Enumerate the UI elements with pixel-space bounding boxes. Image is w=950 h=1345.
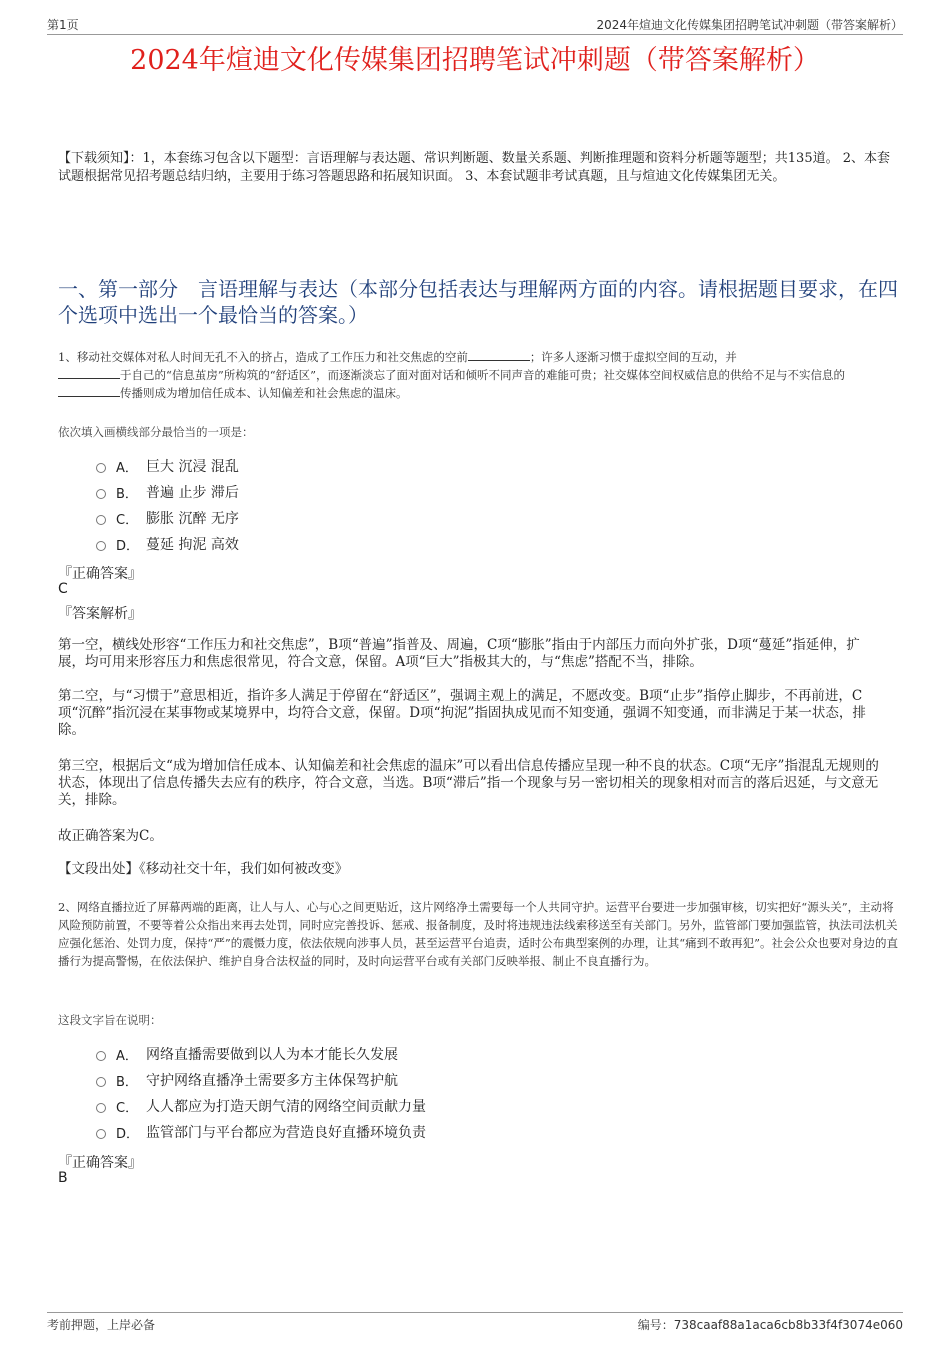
analysis-paragraph-2: 第二空，与“习惯于”意思相近，指许多人满足于停留在“舒适区”，强调主观上的满足，不愿改变。B项“止步”指停止脚步，不再前进，C项“沉醉”指沉浸在某事物或某境界中，均符合文意，保留。D项“拘泥”指固执成见而不知变通，强调不知变通，而非满足于某一状态，排除。: [58, 688, 866, 738]
question-1-text: 1、移动社交媒体对私人时间无孔不入的挤占，造成了工作压力和社交焦虑的空前 ；许多人逐渐习惯于虚拟空间的互动，并 于自己的“信息茧房”所构筑的“舒适区”，而逐渐淡忘了面对面对话和倾听不同声音的难能可贵；社交媒体空间权威信息的供给不足与不实信息的传播则成为增加信任成本、认知偏差和社会焦虑的温床。: [58, 350, 846, 400]
radio-icon[interactable]: [96, 463, 106, 473]
page-header: [47, 12, 903, 35]
option-b[interactable]: B． 守护网络直播净土需要多方主体保驾护航: [96, 1067, 426, 1093]
question-2-options: [96, 1041, 426, 1145]
download-notice: 【下载须知】：1，本套练习包含以下题型：言语理解与表达题、常识判断题、数量关系题、判断推理题和资料分析题等题型；共135道。 2、本套试题根据常见招考题总结归纳，主要用于练习答题思路和拓展知识面。 3、本套试题非考试真题，且与煊迪文化传媒集团无关。: [58, 151, 890, 184]
radio-icon[interactable]: [96, 489, 106, 499]
question-2-instruction: 这段文字旨在说明：: [58, 1013, 162, 1027]
radio-icon[interactable]: [96, 1077, 106, 1087]
correct-answer-label: 『正确答案』: [58, 566, 142, 582]
correct-answer-label: 『正确答案』: [58, 1155, 142, 1171]
page-number: 第1页: [47, 18, 79, 32]
document-id: 编号：738caaf88a1aca6cb8b33f4f3074e060: [637, 1318, 903, 1332]
option-c[interactable]: C． 膨胀 沉醉 无序: [96, 505, 239, 531]
header-doc-title: 2024年煊迪文化传媒集团招聘笔试冲刺题（带答案解析）: [596, 18, 903, 32]
option-a[interactable]: A． 网络直播需要做到以人为本才能长久发展: [96, 1041, 426, 1067]
question-1-options: [96, 453, 239, 557]
option-c[interactable]: C． 人人都应为打造天朗气清的网络空间贡献力量: [96, 1093, 426, 1119]
option-b[interactable]: B． 普遍 止步 滞后: [96, 479, 239, 505]
analysis-paragraph-1: 第一空，横线处形容“工作压力和社交焦虑”，B项“普遍”指普及、周遍，C项“膨胀”指由于内部压力而向外扩张，D项“蔓延”指延伸，扩展，均可用来形容压力和焦虑很常见，符合文意，保留。A项“巨大”指极其大的，与“焦虑”搭配不当，排除。: [58, 637, 860, 670]
radio-icon[interactable]: [96, 515, 106, 525]
analysis-paragraph-3: 第三空，根据后文“成为增加信任成本、认知偏差和社会焦虑的温床”可以看出信息传播应呈现一种不良的状态。C项“无序”指混乱无规则的状态，体现出了信息传播失去应有的秩序，符合文意，当选。B项“滞后”指一个现象与另一密切相关的现象相对而言的落后迟延，与文意无关，排除。: [58, 758, 879, 808]
correct-answer: C: [58, 581, 68, 597]
question-1-instruction: 依次填入画横线部分最恰当的一项是：: [58, 425, 254, 439]
radio-icon[interactable]: [96, 1051, 106, 1061]
page-footer: [47, 1312, 903, 1335]
answer-blank: [58, 384, 120, 397]
source-citation: 【文段出处】《移动社交十年，我们如何被改变》: [58, 861, 349, 877]
question-2-text: 2、网络直播拉近了屏幕两端的距离，让人与人、心与心之间更贴近，这片网络净土需要每一个人共同守护。运营平台要进一步加强审核，切实把好“源头关”，主动将风险预防前置，不要等着公众指出来再去处罚，同时应完善投诉、惩戒、报备制度，及时将违规违法线索移送至有关部门。另外，监管部门要加强监管，执法司法机关应强化惩治、处罚力度，保持“严”的震慑力度，依法依规向涉事人员，甚至运营平台追责，适时公布典型案例的办理，让其“痛到不敢再犯”。社会公众也要对身边的直播行为提高警惕，在依法保护、维护自身合法权益的同时，及时向运营平台或有关部门反映举报、制止不良直播行为。: [58, 900, 899, 968]
document-title: 2024年煊迪文化传媒集团招聘笔试冲刺题（带答案解析）: [130, 45, 820, 76]
analysis-label: 『答案解析』: [58, 606, 142, 622]
radio-icon[interactable]: [96, 541, 106, 551]
radio-icon[interactable]: [96, 1103, 106, 1113]
footer-slogan: 考前押题，上岸必备: [47, 1318, 156, 1332]
radio-icon[interactable]: [96, 1129, 106, 1139]
answer-blank: [468, 348, 530, 361]
section-heading: 一、第一部分 言语理解与表达（本部分包括表达与理解两方面的内容。请根据题目要求，在四个选项中选出一个最恰当的答案。）: [58, 277, 898, 327]
option-a[interactable]: A． 巨大 沉浸 混乱: [96, 453, 239, 479]
answer-blank: [58, 366, 120, 379]
option-d[interactable]: D． 监管部门与平台都应为营造良好直播环境负责: [96, 1119, 426, 1145]
option-d[interactable]: D． 蔓延 拘泥 高效: [96, 531, 239, 557]
correct-answer: B: [58, 1170, 68, 1186]
analysis-conclusion: 故正确答案为C。: [58, 828, 163, 844]
